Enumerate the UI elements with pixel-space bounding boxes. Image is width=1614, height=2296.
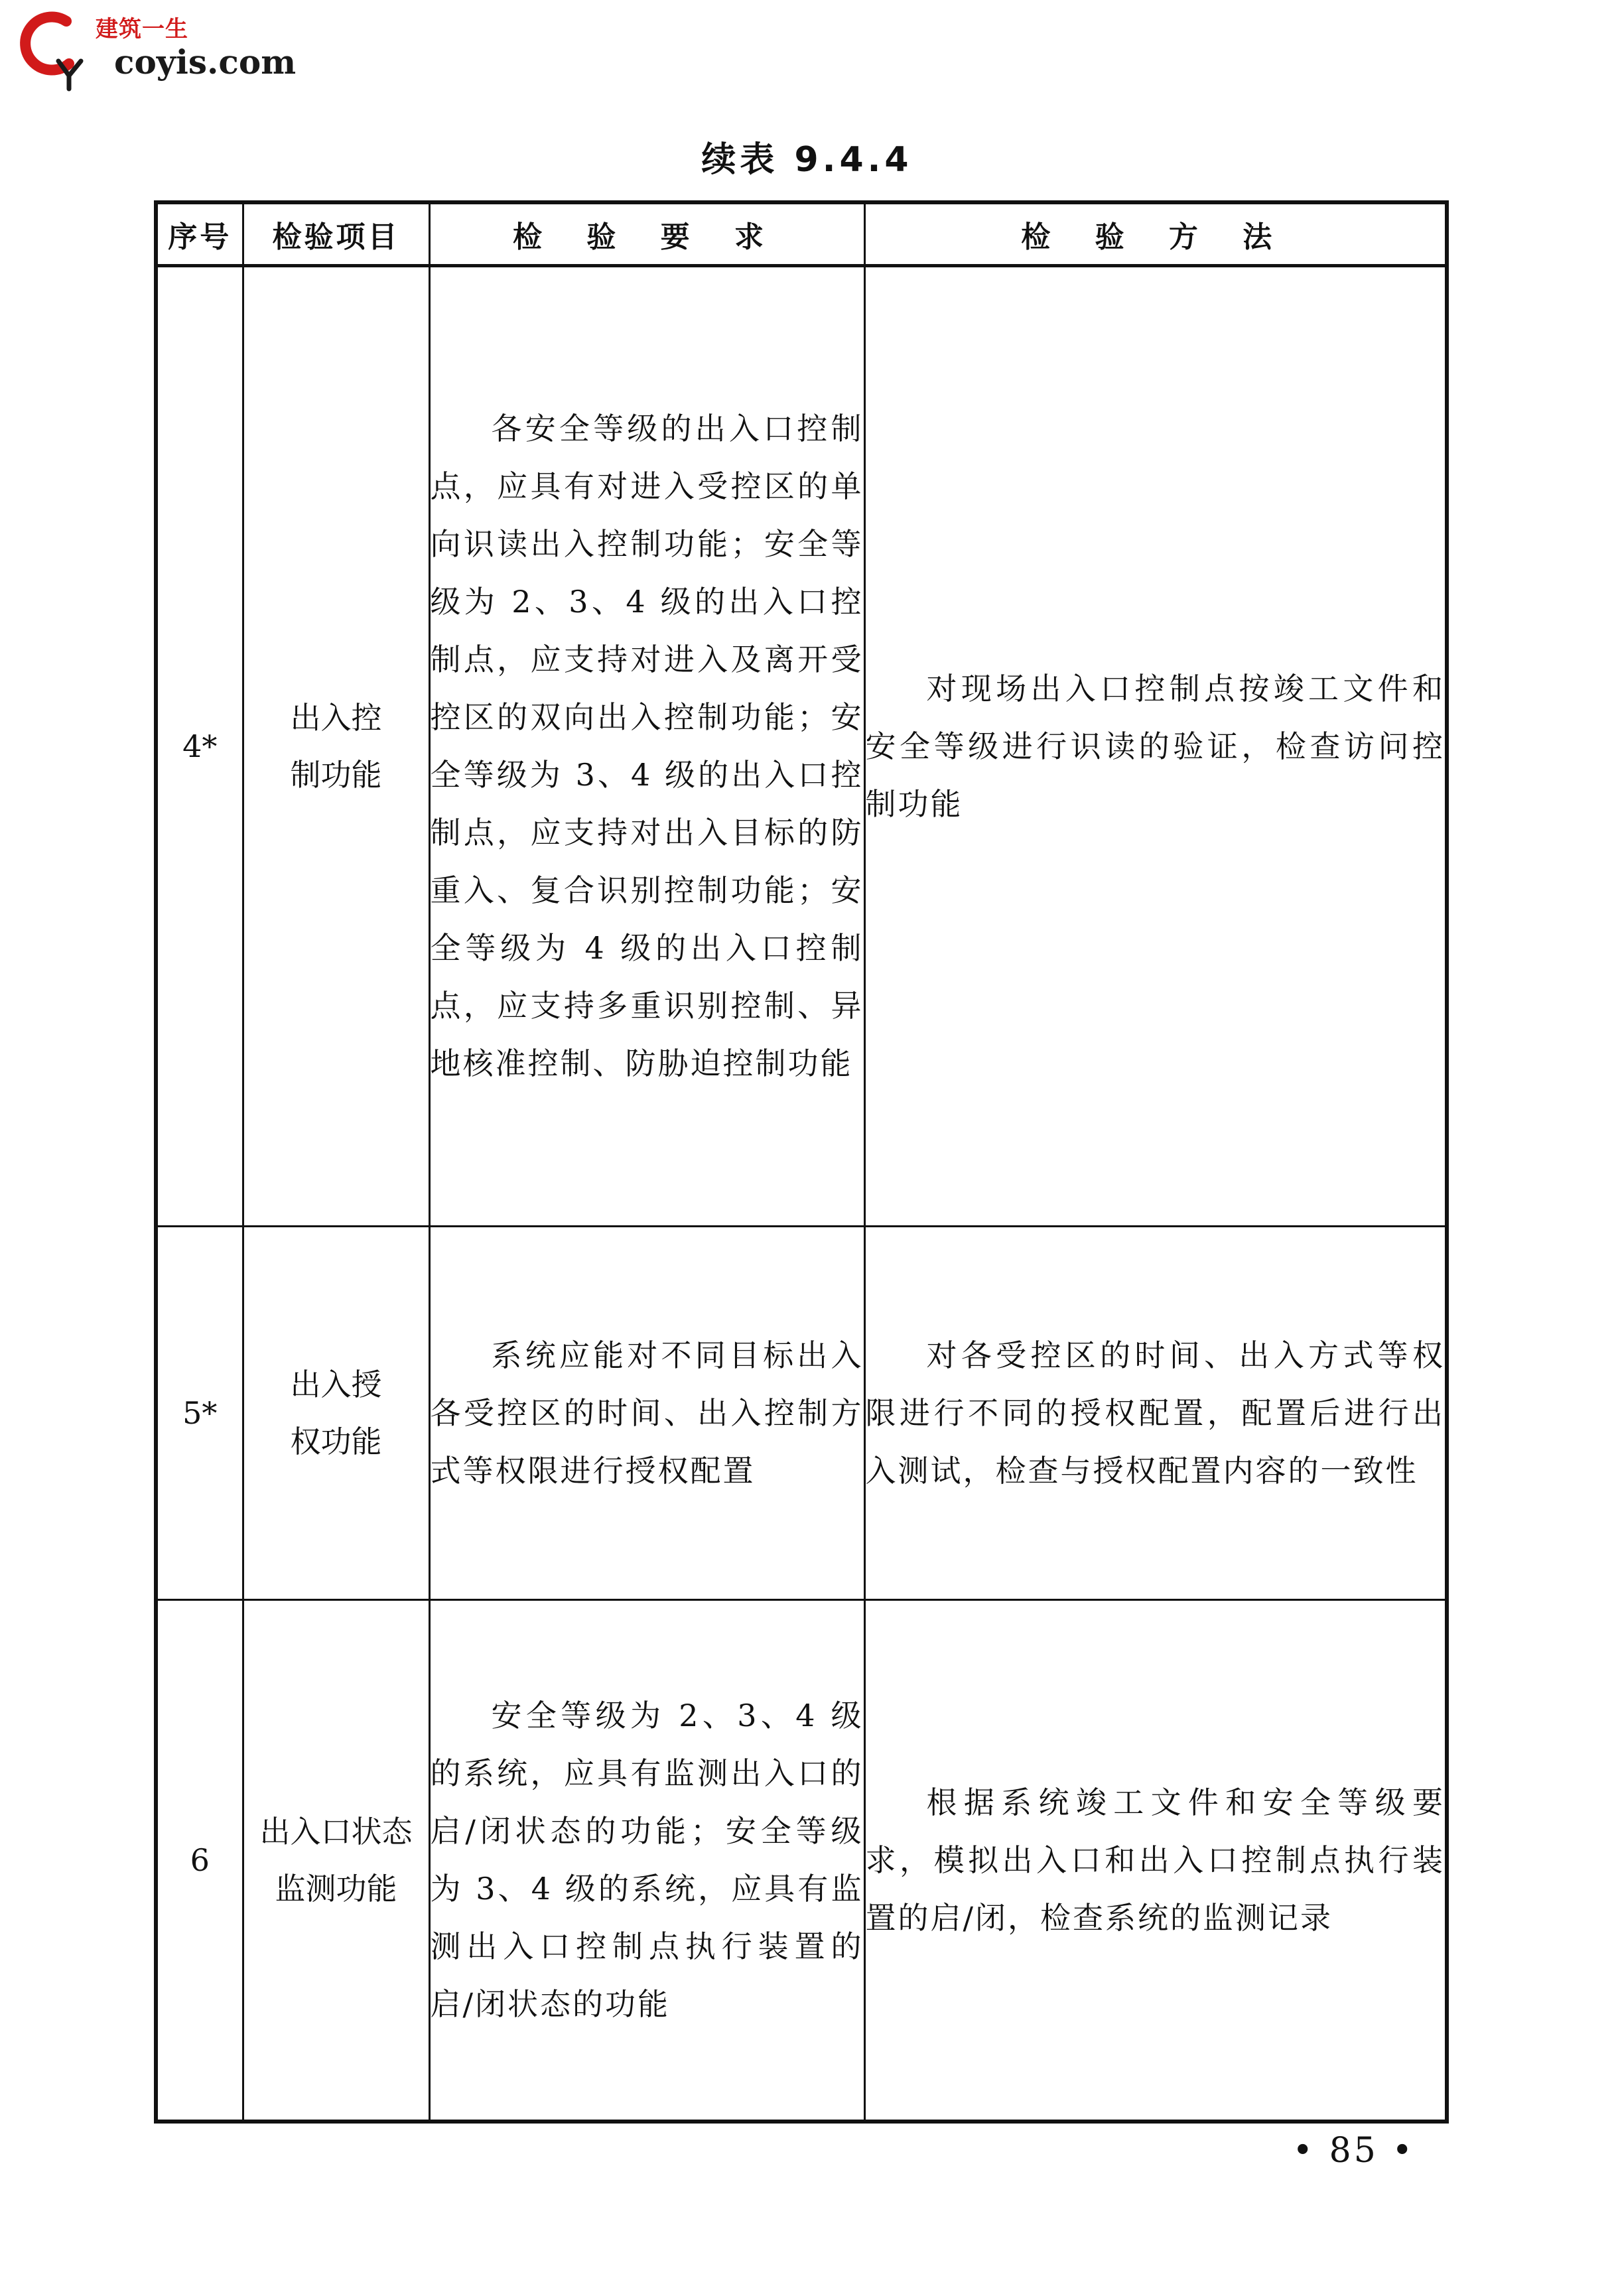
- header-no: 序号: [156, 202, 243, 266]
- row-item-text: 出入口状态监测功能: [259, 1814, 413, 1907]
- table-row: [156, 1227, 1447, 1600]
- row-method: [864, 1227, 1447, 1600]
- row-item: [243, 1227, 429, 1600]
- row-method: [864, 1600, 1447, 2122]
- header-item: 检验项目: [243, 202, 429, 266]
- row-number: 6: [156, 1600, 243, 2122]
- table-title: 续表 9.4.4: [701, 140, 913, 180]
- row-number: 4*: [156, 266, 243, 1227]
- page-number: • 85 •: [1292, 2131, 1415, 2171]
- row-method: [864, 266, 1447, 1227]
- row-requirement: [429, 266, 864, 1227]
- row-requirement: [429, 1600, 864, 2122]
- row-item: [243, 266, 429, 1227]
- row-requirement-text: 系统应能对不同目标出入各受控区的时间、出入控制方式等权限进行授权配置: [430, 1337, 864, 1489]
- watermark-logo: [9, 5, 297, 92]
- table-header-row: [156, 202, 1447, 266]
- row-method-text: 对各受控区的时间、出入方式等权限进行不同的授权配置，配置后进行出入测试，检查与授权配置内容的一致性: [865, 1337, 1445, 1489]
- row-method-text: 对现场出入口控制点按竣工文件和安全等级进行识读的验证，检查访问控制功能: [865, 670, 1445, 822]
- row-item: [243, 1600, 429, 2122]
- row-method-text: 根据系统竣工文件和安全等级要求，模拟出入口和出入口控制点执行装置的启/闭，检查系统的监测记录: [865, 1784, 1445, 1936]
- row-requirement-text: 安全等级为 2、3、4 级的系统，应具有监测出入口的启/闭状态的功能；安全等级为 3、4 级的系统，应具有监测出入口控制点执行装置的启/闭状态的功能: [430, 1698, 864, 2022]
- table-row: [156, 266, 1447, 1227]
- watermark-url: coyis.com: [114, 42, 297, 82]
- header-requirement: 检 验 要 求: [429, 202, 864, 266]
- inspection-table: [154, 200, 1449, 2124]
- row-requirement: [429, 1227, 864, 1600]
- row-number: 5*: [156, 1227, 243, 1600]
- cy-logo-icon: [9, 5, 96, 92]
- header-method: 检 验 方 法: [864, 202, 1447, 266]
- row-item-text: 出入授权功能: [290, 1367, 382, 1459]
- row-requirement-text: 各安全等级的出入口控制点，应具有对进入受控区的单向识读出入控制功能；安全等级为 2、3、4 级的出入口控制点，应支持对进入及离开受控区的双向出入控制功能；安全等级为 3、4 级的出入口控制点，应支持对出入目标的防重入、复合识别控制功能；安全等级为 4 级的出入口控制点，应支持多重识别控制、异地核准控制、防胁迫控制功能: [430, 411, 864, 1081]
- table-row: [156, 1600, 1447, 2122]
- watermark-name: 建筑一生: [96, 16, 188, 42]
- row-item-text: 出入控制功能: [290, 700, 382, 793]
